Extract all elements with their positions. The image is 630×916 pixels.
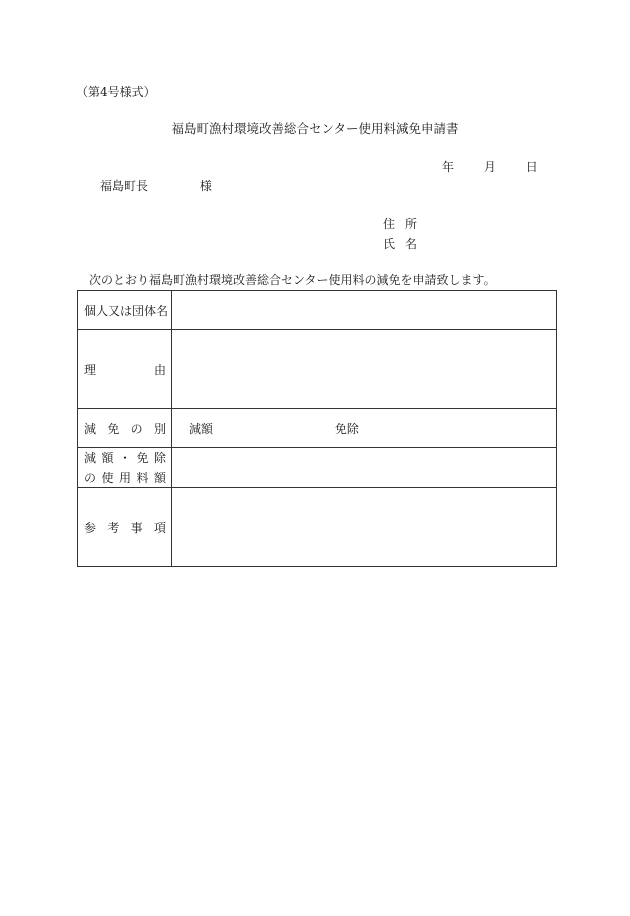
label-fee-amount-line-2-char: 使 (101, 471, 114, 485)
label-reason-char-2: 由 (153, 362, 166, 377)
option-reduction[interactable]: 減額 (189, 421, 214, 436)
honorific: 様 (199, 179, 212, 193)
date-line (442, 161, 538, 173)
label-notes-spread-char: 参 (84, 520, 97, 535)
label-reduction-type-spread (84, 420, 166, 437)
field-notes[interactable] (172, 488, 557, 567)
option-exemption[interactable]: 免除 (334, 421, 359, 436)
label-fee-amount (78, 448, 172, 488)
label-fee-amount-line-1-char: 額 (101, 451, 114, 465)
field-reason[interactable] (172, 330, 557, 409)
label-applicant-name-text: 個人又は団体名 (84, 303, 169, 318)
label-fee-amount-line-1-char: ・ (118, 451, 131, 465)
label-fee-amount-line-1-char: 除 (153, 451, 166, 465)
label-reduction-type (78, 409, 172, 448)
label-notes-spread-char: 項 (153, 520, 166, 535)
label-reduction-type-spread-char: 別 (153, 421, 166, 436)
table-row-type (78, 409, 557, 448)
date-year-label: 年 (442, 160, 455, 174)
label-fee-amount-line-1-char: 免 (136, 451, 149, 465)
applicant-address-label: 住所 (383, 217, 428, 231)
field-reduction-type[interactable] (172, 409, 557, 448)
label-notes-spread-char: 事 (130, 520, 143, 535)
label-reduction-type-spread-char: の (130, 421, 143, 436)
table-row-reason (78, 330, 557, 409)
field-applicant-name[interactable] (172, 291, 557, 330)
table-row-notes (78, 488, 557, 567)
label-applicant-name (78, 291, 172, 330)
date-month-label: 月 (483, 160, 496, 174)
label-notes-spread-char: 考 (107, 520, 120, 535)
form-number: （第4号様式） (76, 85, 156, 99)
label-reduction-type-spread-char: 減 (84, 421, 97, 436)
label-fee-amount-line-1-char: 減 (84, 451, 97, 465)
intro-text: 次のとおり福島町漁村環境改善総合センター使用料の減免を申請致します。 (89, 273, 496, 287)
applicant-name-label: 氏名 (383, 237, 428, 251)
label-reason (78, 330, 172, 409)
label-fee-amount-lines (84, 449, 166, 486)
label-fee-amount-line-2 (84, 469, 166, 486)
label-fee-amount-line-2-char: 額 (153, 471, 166, 485)
field-fee-amount[interactable] (172, 448, 557, 488)
date-day-label: 日 (525, 160, 538, 174)
label-fee-amount-line-2-char: の (84, 471, 97, 485)
application-table (77, 290, 557, 567)
label-fee-amount-line-2-char: 料 (136, 471, 149, 485)
label-fee-amount-line-2-char: 用 (118, 471, 131, 485)
label-notes-spread (84, 519, 166, 536)
addressee-line (100, 180, 212, 192)
label-fee-amount-line-1 (84, 449, 166, 466)
table-row-applicant (78, 291, 557, 330)
label-notes (78, 488, 172, 567)
label-reason-spread (84, 361, 166, 378)
label-reduction-type-spread-char: 免 (107, 421, 120, 436)
label-reason-char-1: 理 (84, 362, 97, 377)
table-row-fee-amount (78, 448, 557, 488)
recipient-name: 福島町長 (100, 179, 149, 193)
document-title: 福島町漁村環境改善総合センター使用料減免申請書 (171, 121, 459, 136)
